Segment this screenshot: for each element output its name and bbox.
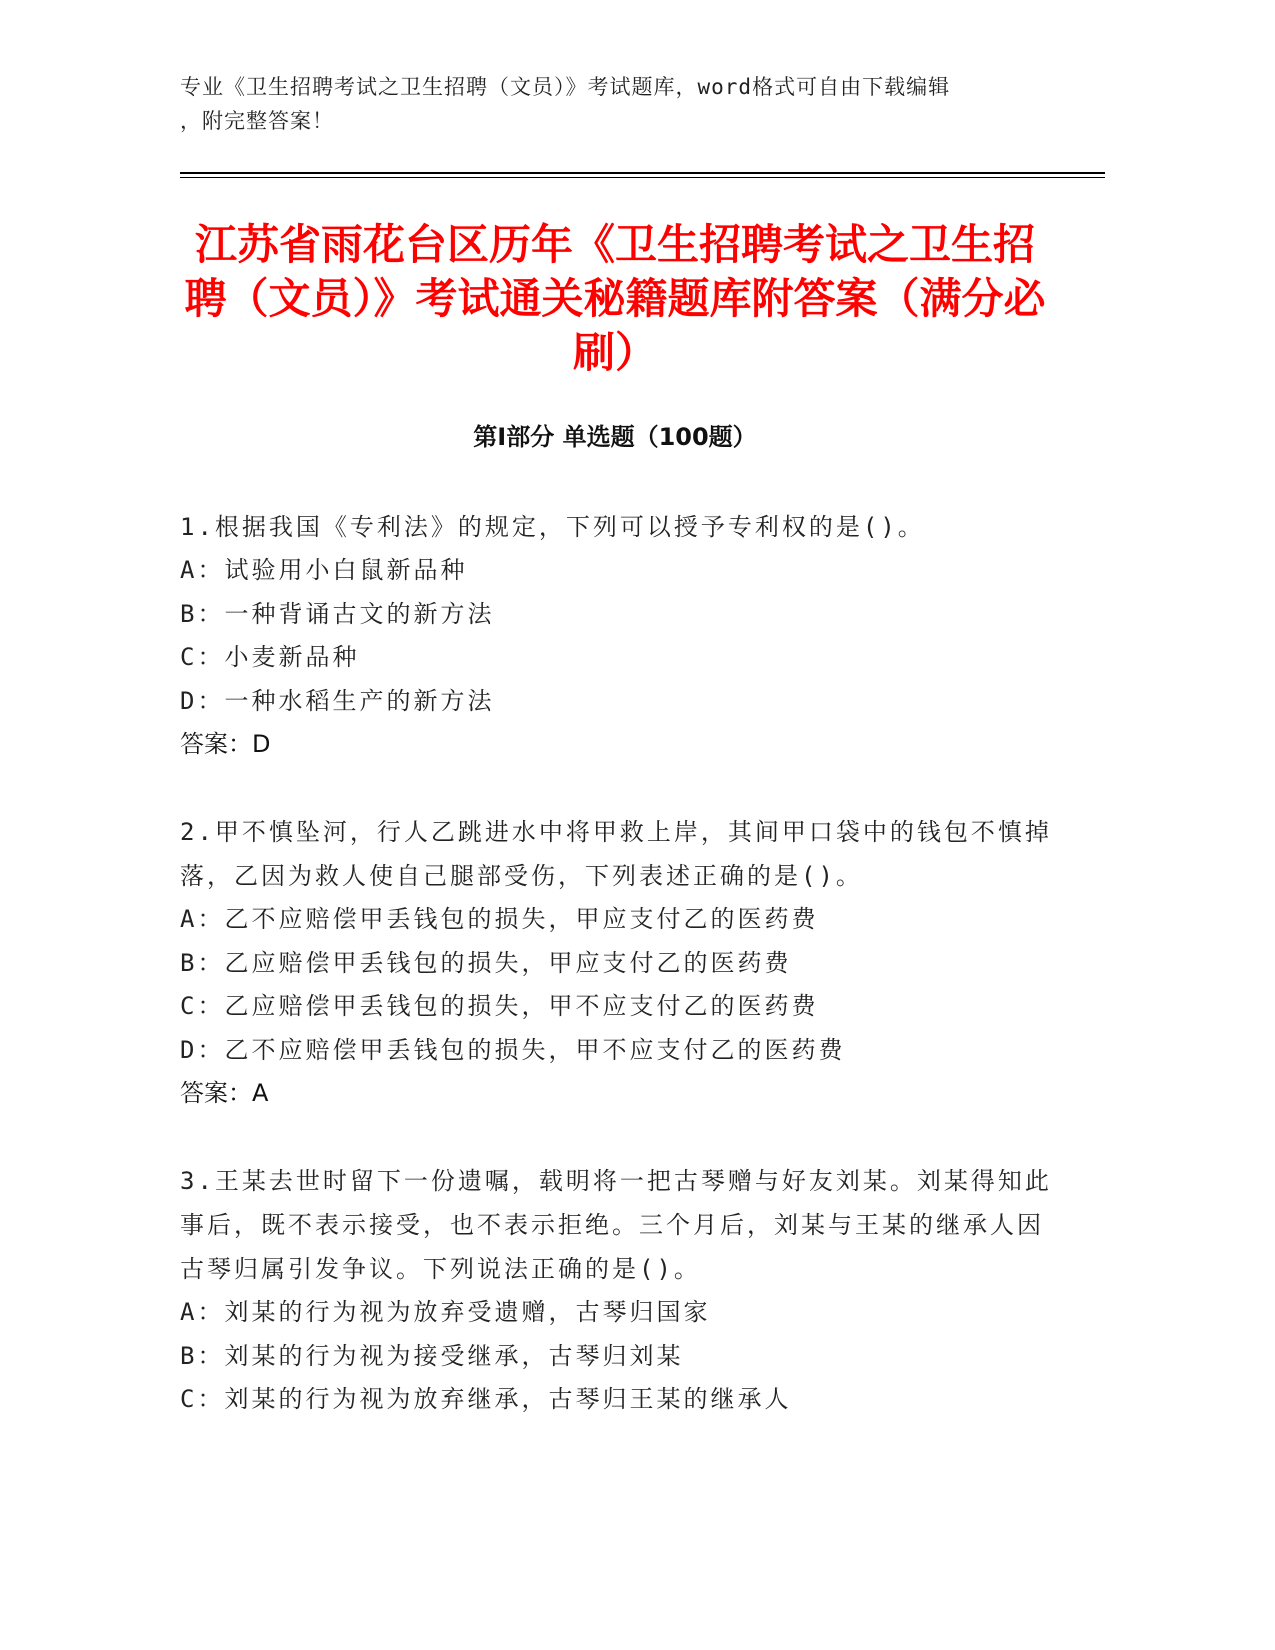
option-c: C：小麦新品种: [180, 643, 360, 671]
option-a: A：乙不应赔偿甲丢钱包的损失，甲应支付乙的医药费: [180, 905, 819, 933]
header-divider-thick: [180, 172, 1105, 174]
question-stem: 1.根据我国《专利法》的规定，下列可以授予专利权的是()。: [180, 513, 925, 541]
option-a: A：刘某的行为视为放弃受遗赠，古琴归国家: [180, 1298, 711, 1326]
question-2: [180, 810, 1060, 1115]
header-note-line1: 专业《卫生招聘考试之卫生招聘（文员）》考试题库，word格式可自由下载编辑: [180, 75, 951, 99]
option-b: B：刘某的行为视为接受继承，古琴归刘某: [180, 1341, 684, 1370]
option-b: B：乙应赔偿甲丢钱包的损失，甲应支付乙的医药费: [180, 948, 792, 977]
question-list: [180, 505, 1060, 1466]
question-3: [180, 1159, 1060, 1422]
header-note-line2: ，附完整答案！: [180, 109, 334, 133]
option-a: A：试验用小白鼠新品种: [180, 556, 468, 584]
header-divider-thin: [180, 177, 1105, 178]
option-c: C：刘某的行为视为放弃继承，古琴归王某的继承人: [180, 1385, 792, 1413]
answer: 答案：A: [180, 1079, 269, 1107]
option-b: B：一种背诵古文的新方法: [180, 599, 495, 628]
document-title: 江苏省雨花台区历年《卫生招聘考试之卫生招聘（文员）》考试通关秘籍题库附答案（满分必刷）: [184, 220, 1046, 377]
section-title: 第Ⅰ部分 单选题（100题）: [473, 423, 757, 451]
option-c: C：乙应赔偿甲丢钱包的损失，甲不应支付乙的医药费: [180, 992, 819, 1020]
option-d: D：乙不应赔偿甲丢钱包的损失，甲不应支付乙的医药费: [180, 1035, 846, 1064]
question-1: [180, 505, 1060, 766]
question-stem: 2.甲不慎坠河，行人乙跳进水中将甲救上岸，其间甲口袋中的钱包不慎掉落，乙因为救人使自己腿部受伤，下列表述正确的是()。: [180, 818, 1052, 890]
question-stem: 3.王某去世时留下一份遗嘱，载明将一把古琴赠与好友刘某。刘某得知此事后，既不表示接受，也不表示拒绝。三个月后，刘某与王某的继承人因古琴归属引发争议。下列说法正确的是()。: [180, 1167, 1052, 1283]
option-d: D：一种水稻生产的新方法: [180, 686, 495, 715]
answer: 答案：D: [180, 730, 271, 758]
header-note: [180, 70, 1080, 138]
